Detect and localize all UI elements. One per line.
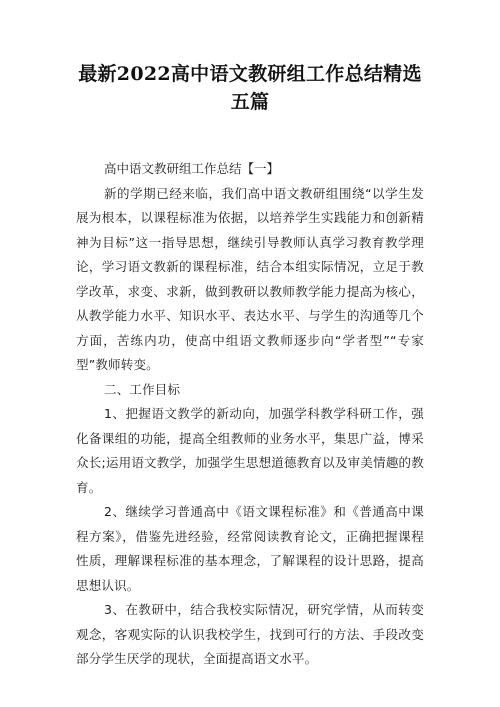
paragraph-goal-1: 1、把握语文教学的新动向，加强学科教学科研工作，强化备课组的功能，提高全组教师的业务水平，集思广益，博采众长;运用语文教学，加强学生思想道德教育以及审美情趣的教育。 xyxy=(76,406,424,495)
section-heading: 高中语文教研组工作总结【一】 xyxy=(104,161,280,176)
paragraph-goals-heading: 二、工作目标 xyxy=(104,381,181,397)
document-title: 最新2022高中语文教研组工作总结精选五篇 xyxy=(78,63,422,113)
paragraph-goal-3: 3、在教研中，结合我校实际情况，研究学情，从而转变观念，客观实际的认识我校学生，找到可行的方法、手段改变部分学生厌学的现状，全面提高语文水平。 xyxy=(76,602,424,666)
paragraph-intro: 新的学期已经来临，我们高中语文教研组围绕“以学生发展为根本，以课程标准为依据，以培养学生实践能力和创新精神为目标”这一指导思想，继续引导教师认真学习教育教学理论，学习语文教新的课程标准，结合本组实际情况，立足于教学改革，求变、求新，做到教研以教师教学能力提高为核心，从教学能力水平、知识水平、表达水平、与学生的沟通等几个方面，苦练内功，使高中组语文教师逐步向“学者型”“专家型”教师转变。 xyxy=(76,185,424,372)
paragraph-goal-2: 2、继续学习普通高中《语文课程标准》和《普通高中课程方案》，借鉴先进经验，经常阅读教育论文，正确把握课程性质，理解课程标准的基本理念，了解课程的设计思路，提高思想认识。 xyxy=(76,504,424,593)
